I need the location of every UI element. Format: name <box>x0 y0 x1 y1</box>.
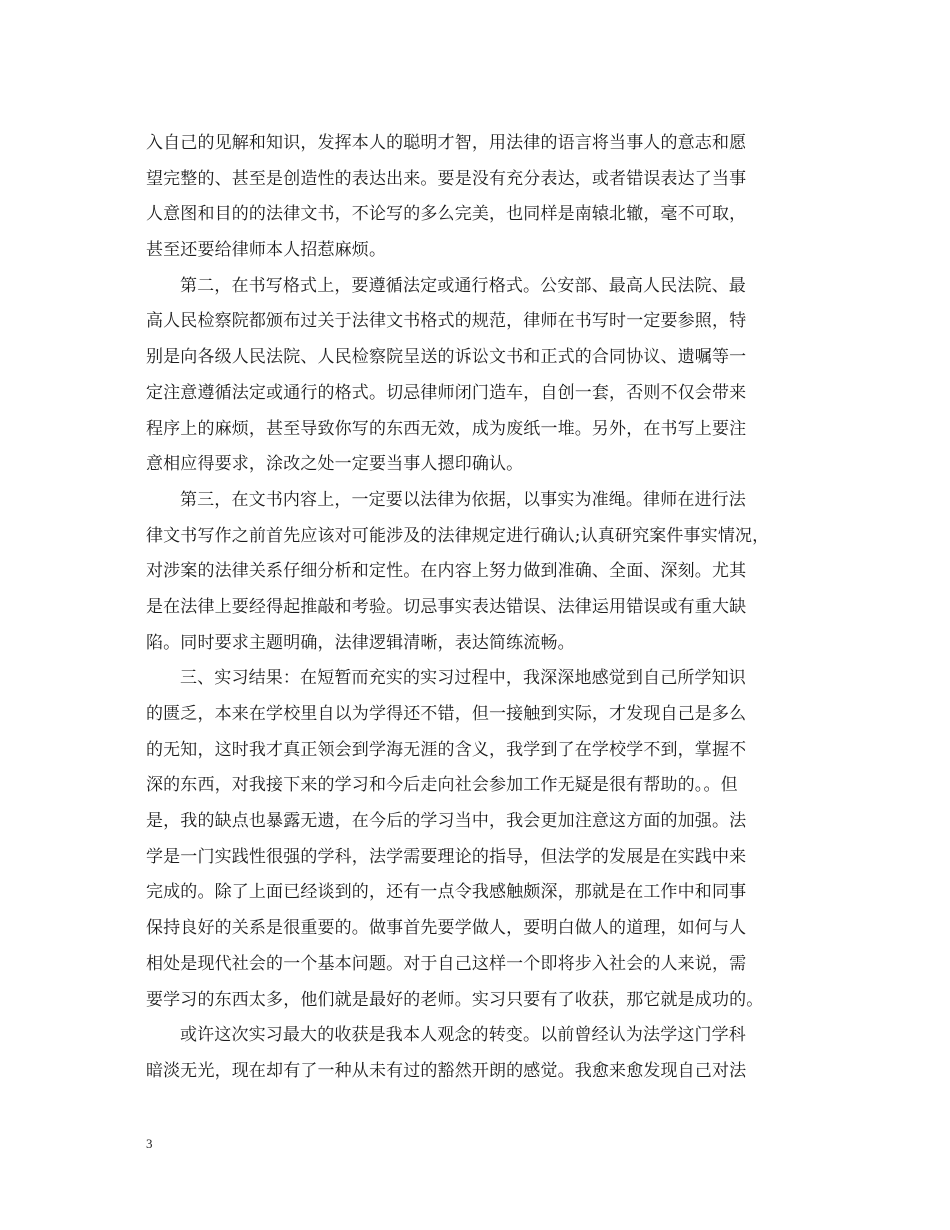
text-line: 定注意遵循法定或通行的格式。切忌律师闭门造车，自创一套，否则不仅会带来 <box>146 382 747 403</box>
text-line: 是，我的缺点也暴露无遗，在今后的学习当中，我会更加注意这方面的加强。法 <box>146 811 747 832</box>
text-line: 的匮乏，本来在学校里自以为学得还不错，但一接触到实际，才发现自己是多么 <box>146 704 747 724</box>
text-line: 入自己的见解和知识，发挥本人的聪明才智，用法律的语言将当事人的意志和愿 <box>146 133 747 153</box>
text-line: 意相应得要求，涂改之处一定要当事人摁印确认。 <box>146 454 524 475</box>
text-line: 望完整的、甚至是创造性的表达出来。要是没有充分表达，或者错误表达了当事 <box>146 168 747 189</box>
text-line: 甚至还要给律师本人招惹麻烦。 <box>146 240 387 261</box>
text-line: 对涉案的法律关系仔细分析和定性。在内容上努力做到准确、全面、深刻。尤其 <box>146 561 747 582</box>
text-line: 第二，在书写格式上，要遵循法定或通行格式。公安部、最高人民法院、最 <box>180 275 746 296</box>
text-line: 深的东西，对我接下来的学习和今后走向社会参加工作无疑是很有帮助的。。但 <box>146 775 738 796</box>
text-line: 完成的。除了上面已经谈到的，还有一点令我感触颇深，那就是在工作中和同事 <box>146 882 747 903</box>
page-number: 3 <box>146 1136 153 1151</box>
text-line: 陷。同时要求主题明确，法律逻辑清晰，表达简练流畅。 <box>146 632 575 653</box>
text-line: 学是一门实践性很强的学科，法学需要理论的指导，但法学的发展是在实践中来 <box>146 846 747 867</box>
text-line: 律文书写作之前首先应该对可能涉及的法律规定进行确认;认真研究案件事实情况， <box>146 525 770 546</box>
text-line: 要学习的东西太多，他们就是最好的老师。实习只要有了收获，那它就是成功的。 <box>146 989 764 1010</box>
text-line: 保持良好的关系是很重要的。做事首先要学做人，要明白做人的道理，如何与人 <box>146 918 747 939</box>
text-line: 的无知，这时我才真正领会到学海无涯的含义，我学到了在学校学不到，掌握不 <box>146 739 747 760</box>
text-line: 暗淡无光，现在却有了一种从未有过的豁然开朗的感觉。我愈来愈发现自己对法 <box>146 1060 747 1081</box>
text-line: 程序上的麻烦，甚至导致你写的东西无效，成为废纸一堆。另外，在书写上要注 <box>146 418 747 439</box>
text-line: 别是向各级人民法院、人民检察院呈送的诉讼文书和正式的合同协议、遗嘱等一 <box>146 347 747 368</box>
text-line: 人意图和目的的法律文书，不论写的多么完美，也同样是南辕北辙，毫不可取， <box>146 204 747 225</box>
text-line: 是在法律上要经得起推敲和考验。切忌事实表达错误、法律运用错误或有重大缺 <box>146 596 747 617</box>
text-line: 三、实习结果：在短暂而充实的实习过程中，我深深地感觉到自己所学知识 <box>180 668 746 689</box>
text-line: 高人民检察院都颁布过关于法律文书格式的规范，律师在书写时一定要参照，特 <box>146 311 747 332</box>
text-line: 相处是现代社会的一个基本问题。对于自己这样一个即将步入社会的人来说，需 <box>146 953 747 974</box>
text-line: 第三，在文书内容上，一定要以法律为依据，以事实为准绳。律师在进行法 <box>180 489 746 510</box>
body-text <box>146 126 826 1090</box>
text-line: 或许这次实习最大的收获是我本人观念的转变。以前曾经认为法学这门学科 <box>180 1025 746 1046</box>
